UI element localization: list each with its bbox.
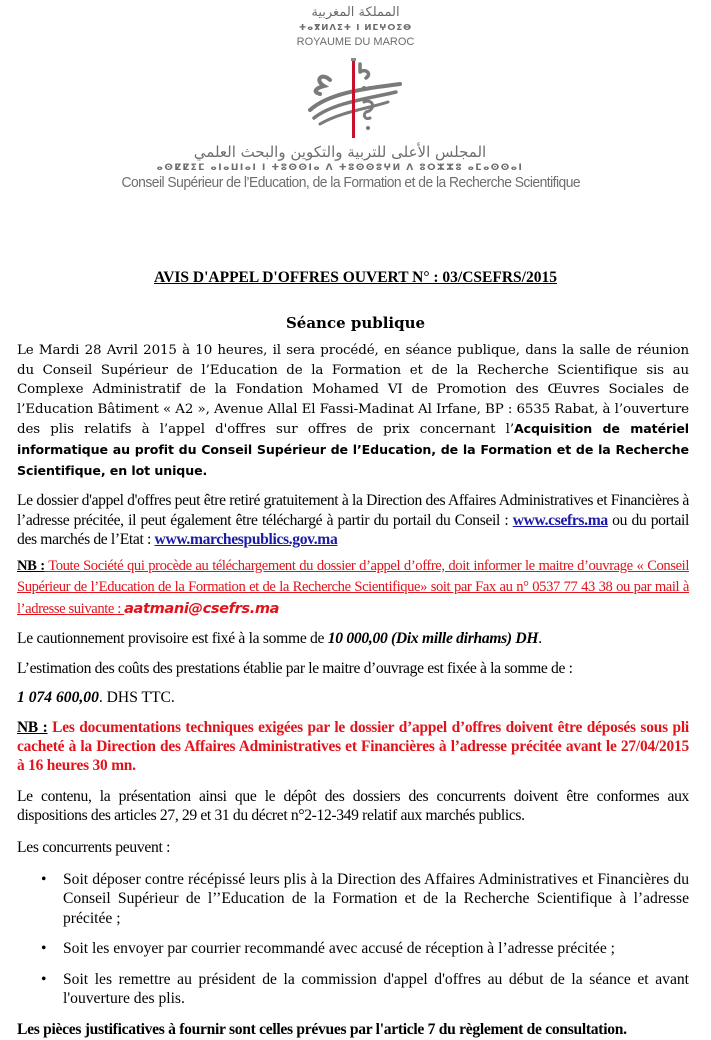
paragraph-supporting-documents: Les pièces justificatives à fournir sont celles prévues par l'article 7 du règlement de consultation. — [17, 1021, 627, 1039]
estimation-unit: . DHS TTC. — [98, 689, 175, 707]
list-item — [17, 939, 689, 959]
bullet-icon: • — [41, 970, 47, 988]
note-download-notice — [17, 556, 689, 620]
note-deadline — [17, 718, 689, 775]
link-marchespublics[interactable]: www.marchespublics.gov.ma — [154, 531, 338, 549]
paragraph-session — [17, 341, 689, 481]
council-name-tifinagh: ⴰⵙⵇⵇⵉⵎ ⴰⵏⴰⵡⵏⴰⵏ ⵏ ⵜⵓⵙⵙⵏⴰ ⴷ ⵜⵓⵙⵙⵓⵖⵍ ⴷ ⵓⵔⵣⵣⵓ ⴰⵎⴰⵙⵙⴰⵏ — [156, 163, 524, 173]
paragraph-download — [17, 491, 689, 550]
document-title — [0, 268, 711, 288]
document-title-text: AVIS D'APPEL D'OFFRES OUVERT N° : 03/CSEFRS/2015 — [154, 269, 557, 286]
paragraph-conformity: Le contenu, la présentation ainsi que le dépôt des dossiers des concurrents doivent être conformes aux dispositions des articles 27, 29 et 31 du décret n°2-12-349 relatif aux marchés publics. — [17, 787, 689, 825]
note-download-text: Toute Société qui procède au téléchargement du dossier d’appel d’offre, doit informer le maitre d’ouvrage « Conseil Supérieur de l’Education de la Formation et de la Recherche Scientifique» soit par Fax au n° 0537 77 43 38 ou par mail à l’adresse suivante : — [17, 557, 689, 617]
kingdom-name-arabic: المملكة المغربية — [311, 5, 400, 20]
kingdom-name-tifinagh: ⵜⴰⴳⵍⴷⵉⵜ ⵏ ⵍⵎⵖⵔⵉⴱ — [298, 23, 413, 33]
contact-email[interactable]: aatmani@csefrs.ma — [124, 599, 280, 617]
list-item-text: Soit les remettre au président de la commission d'appel d'offres au début de la séance et avant l'ouverture des plis. — [63, 970, 689, 1008]
paragraph-session-text: Le Mardi 28 Avril 2015 à 10 heures, il sera procédé, en séance publique, dans la salle de réunion du Conseil Supérieur de l’Education de la Formation et de la Recherche Scientifique sis au Complexe Administratif de la Fondation Mohamed VI de Promotion des Œuvres Sociales de l’Education Bâtiment « A2 », Avenue Allal El Fassi-Madinat Al Irfane, BP : 6535 Rabat, à l’ouverture des plis relatifs à l’appel d'offres sur offres de prix concernant l’ — [17, 343, 689, 438]
list-item — [17, 870, 689, 929]
bullet-icon: • — [41, 940, 47, 958]
note-label: NB : — [17, 557, 45, 574]
estimation-amount: 1 074 600,00 — [17, 689, 99, 707]
submission-options-list — [17, 870, 689, 1010]
council-name-french: Conseil Supérieur de l’Education, de la Formation et de la Recherche Scientifique — [121, 175, 581, 191]
paragraph-caution — [17, 629, 689, 649]
caution-text: Le cautionnement provisoire est fixé à la somme de — [17, 629, 328, 647]
bullet-icon: • — [41, 870, 47, 888]
council-emblem-icon — [300, 58, 410, 138]
paragraph-download-text: Le dossier d'appel d'offres peut être retiré gratuitement à la Direction des Affaires Administratives et Financières à l’adresse précitée, il peut également être téléchargé à partir du portail du Conseil : — [17, 492, 689, 529]
note-label: NB : — [17, 718, 48, 736]
paragraph-estimation: L’estimation des coûts des prestations établie par le maitre d’ouvrage est fixée à la somme de : — [17, 659, 573, 677]
note-deadline-text: Les documentations techniques exigées par le dossier d’appel d’offres doivent être déposés sous pli cacheté à la Direction des Affaires Administratives et Financières à l’adresse précitée avant le 27/04/2015 à 16 heures 30 mn. — [17, 718, 689, 774]
link-csefrs[interactable]: www.csefrs.ma — [512, 511, 608, 529]
list-item — [17, 970, 689, 1009]
paragraph-competitors: Les concurrents peuvent : — [17, 838, 171, 856]
caution-end: . — [538, 629, 542, 647]
section-heading-seance: Séance publique — [285, 314, 426, 332]
caution-amount: 10 000,00 (Dix mille dirhams) DH — [327, 629, 539, 647]
paragraph-session-object: Acquisition de matériel informatique au profit du Conseil Supérieur de l’Education, de la Formation et de la Recherche Scientifique, en lot unique. — [17, 421, 689, 478]
letterhead — [0, 0, 711, 200]
paragraph-estimation-amount — [17, 688, 689, 708]
paragraph-download-middle: ou du portail des marchés de l’Etat : — [17, 511, 689, 549]
list-item-text: Soit les envoyer par courrier recommandé avec accusé de réception à l’adresse précitée ; — [63, 940, 615, 958]
document-body — [17, 341, 689, 1040]
council-name-arabic: المجلس الأعلى للتربية والتكوين والبحث العلمي — [193, 143, 487, 161]
kingdom-name-french: ROYAUME DU MAROC — [296, 36, 415, 48]
list-item-text: Soit déposer contre récépissé leurs plis à la Direction des Affaires Administratives et Financières du Conseil Supérieur de l’’Education de la Formation et de la Recherche Scientifique à l’adresse précitée ; — [63, 870, 689, 927]
